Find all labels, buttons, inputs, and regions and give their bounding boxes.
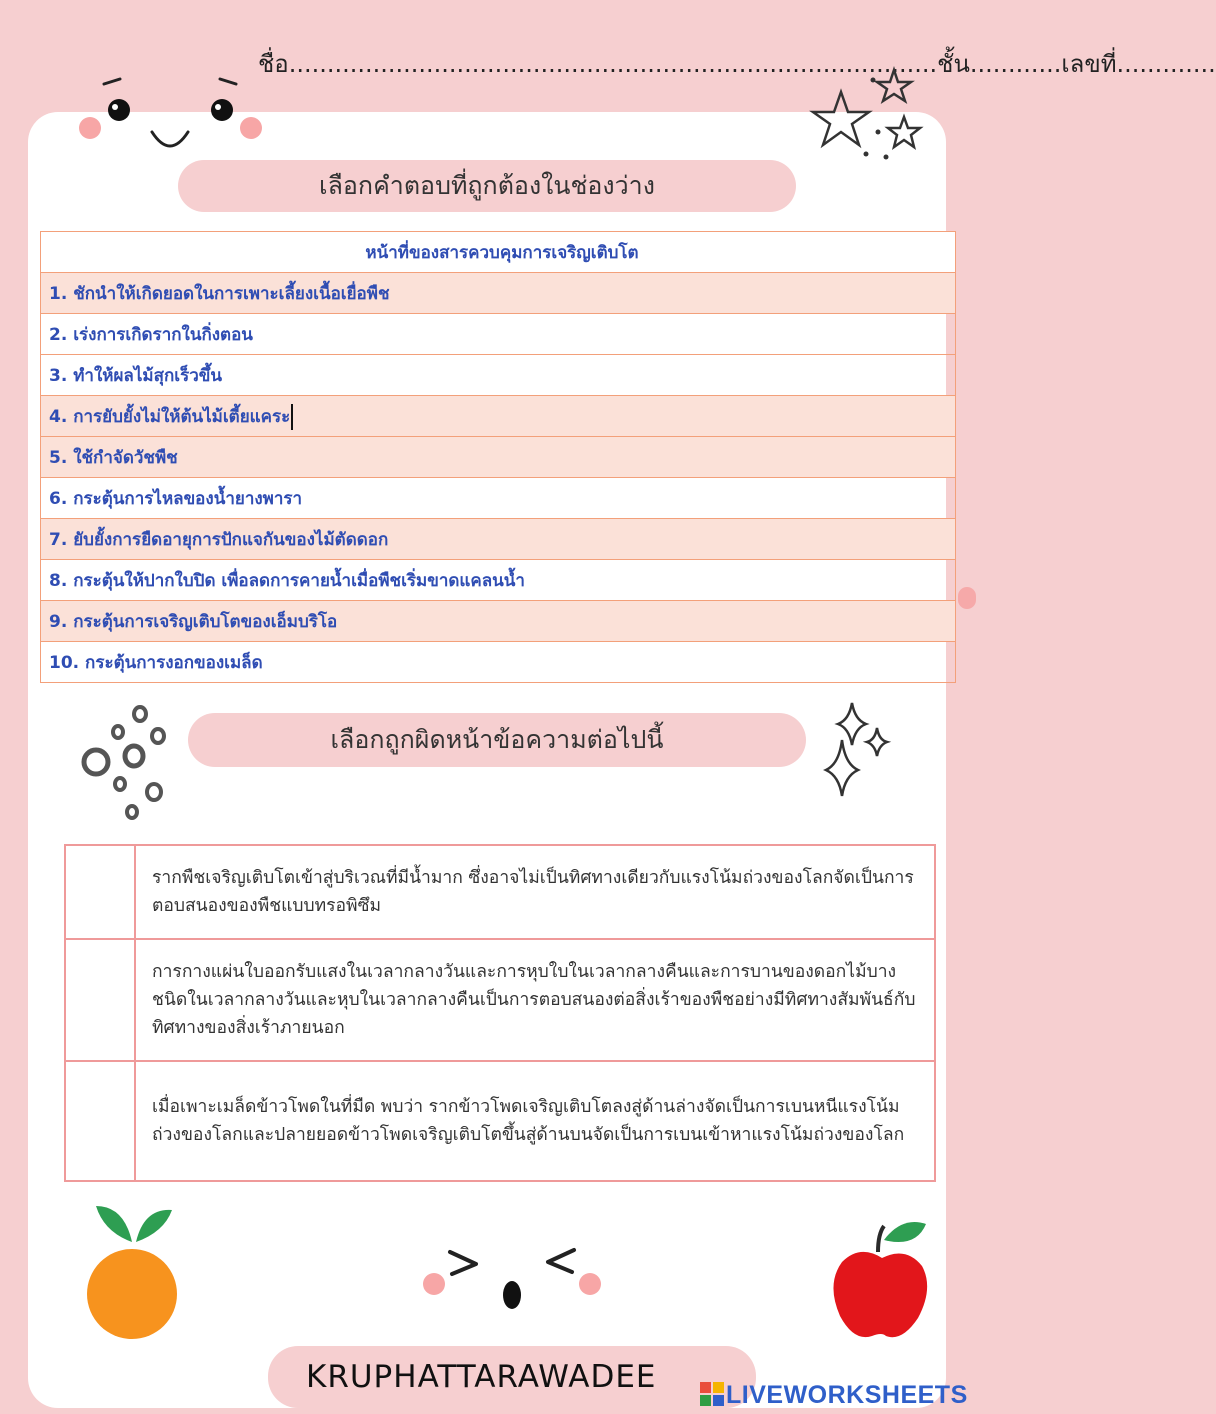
table-row[interactable] [41,396,956,437]
stars-icon [806,62,936,167]
table-row: 7. ยับยั้งการยืดอายุการปักแจกันของไม้ตัดดอก [41,519,956,560]
answer-text: 4. การยับยั้งไม่ให้ต้นไม้เตี้ยแคระ [49,406,291,427]
pink-dot-decoration [958,587,976,609]
table-row: 1. ชักนำให้เกิดยอดในการเพาะเลี้ยงเนื้อเยื่อพืช [41,273,956,314]
sparkles-icon [822,698,892,798]
author-name: KRUPHATTARAWADEE [268,1346,756,1408]
statement-text: เมื่อเพาะเมล็ดข้าวโพดในที่มืด พบว่า รากข้าวโพดเจริญเติบโตลงสู่ด้านล่างจัดเป็นการเบนหนีแรงโน้มถ่วงของโลกและปลายยอดข้าวโพดเจริญเติบโตขึ้นสู่ด้านบนจัดเป็นการเบนเข้าหาแรงโน้มถ่วงของโลก [135,1061,935,1181]
statement-text: รากพืชเจริญเติบโตเข้าสู่บริเวณที่มีน้ำมาก ซึ่งอาจไม่เป็นทิศทางเดียวกับแรงโน้มถ่วงของโลกจัดเป็นการตอบสนองของพืชแบบทรอพิซึม [135,845,935,939]
table-row: 3. ทำให้ผลไม้สุกเร็วขึ้น [41,355,956,396]
plant-hormone-function-table [40,231,956,683]
text-cursor [291,404,293,430]
orange-icon [84,1202,184,1342]
table-row: 2. เร่งการเกิดรากในกิ่งตอน [41,314,956,355]
liveworksheets-logo-icon [700,1382,724,1406]
apple-icon [830,1218,940,1344]
table-row: 6. กระตุ้นการไหลของน้ำยางพารา [41,478,956,519]
answer-cell[interactable] [65,1061,135,1181]
section2-title: เลือกถูกผิดหน้าข้อความต่อไปนี้ [188,713,806,767]
table-row: 10. กระตุ้นการงอกของเมล็ด [41,642,956,683]
table-row: 9. กระตุ้นการเจริญเติบโตของเอ็มบริโอ [41,601,956,642]
table-row: 5. ใช้กำจัดวัชพืช [41,437,956,478]
answer-cell[interactable] [65,939,135,1061]
squint-face-icon [418,1240,608,1316]
true-false-table [64,844,936,1182]
dots-cluster-icon [76,700,176,822]
table-row: 8. กระตุ้นให้ปากใบปิด เพื่อลดการคายน้ำเมื่อพืชเริ่มขาดแคลนน้ำ [41,560,956,601]
section1-title: เลือกคำตอบที่ถูกต้องในช่องว่าง [178,160,796,212]
name-class-number-line: ชื่อ.....................................................................................ชั้น............เลขที่............. [258,50,1216,78]
table-header: หน้าที่ของสารควบคุมการเจริญเติบโต [41,232,956,273]
brand-text: LIVEWORKSHEETS [726,1381,968,1409]
answer-cell[interactable] [65,845,135,939]
liveworksheets-logo[interactable] [700,1380,968,1410]
kawaii-face-icon [70,70,280,165]
statement-text: การกางแผ่นใบออกรับแสงในเวลากลางวันและการหุบใบในเวลากลางคืนและการบานของดอกไม้บางชนิดในเวลากลางวันและหุบในเวลากลางคืนเป็นการตอบสนองต่อสิ่งเร้าของพืชอย่างมีทิศทางสัมพันธ์กับทิศทางของสิ่งเร้าภายนอก [135,939,935,1061]
